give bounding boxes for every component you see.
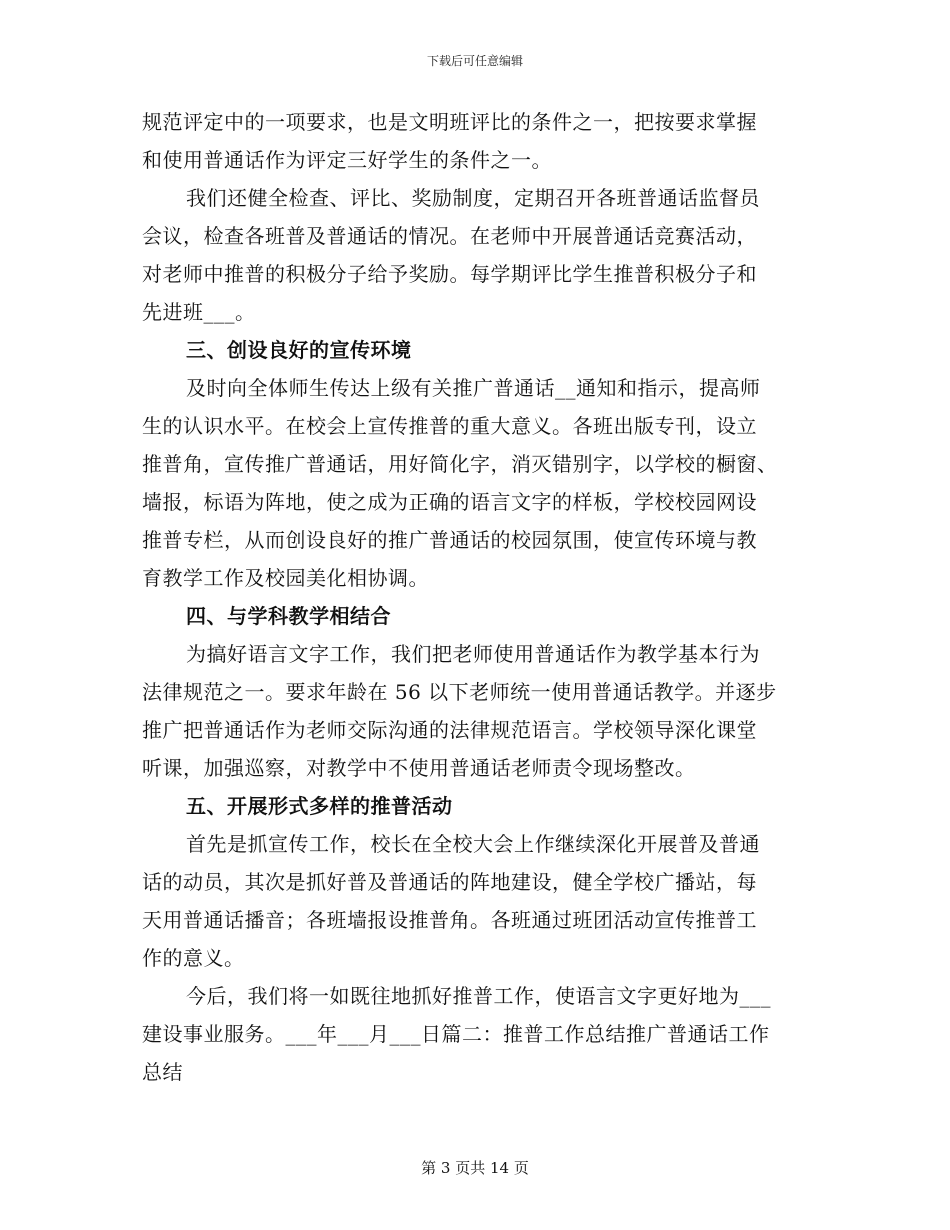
text-line: 及时向全体师生传达上级有关推广普通话__通知和指示，提高师 — [186, 376, 761, 400]
text-line: 总结 — [142, 1060, 183, 1084]
text-line: 会议，检查各班普及普通话的情况。在老师中开展普通话竞赛活动， — [142, 224, 757, 248]
text-line: 生的认识水平。在校会上宣传推普的重大意义。各班出版专刊，设立 — [142, 414, 757, 438]
section-heading: 五、开展形式多样的推普活动 — [186, 794, 453, 818]
text-line: 规范评定中的一项要求，也是文明班评比的条件之一，把按要求掌握 — [142, 110, 757, 134]
text-line: 听课，加强巡察，对教学中不使用普通话老师责令现场整改。 — [142, 756, 696, 780]
text-line: 为搞好语言文字工作，我们把老师使用普通话作为教学基本行为 — [186, 642, 760, 666]
text-line: 建设事业服务。___年___月___日篇二：推普工作总结推广普通话工作 — [142, 1022, 770, 1046]
text-line: 和使用普通话作为评定三好学生的条件之一。 — [142, 148, 552, 172]
text-line: 天用普通话播音；各班墙报设推普角。各班通过班团活动宣传推普工 — [142, 908, 757, 932]
section-heading: 四、与学科教学相结合 — [186, 604, 391, 628]
page-number: 第 3 页共 14 页 — [421, 1159, 529, 1177]
text-line: 墙报，标语为阵地，使之成为正确的语言文字的样板，学校校园网设 — [142, 490, 757, 514]
text-line: 对老师中推普的积极分子给予奖励。每学期评比学生推普积极分子和 — [142, 262, 757, 286]
text-line: 推普专栏，从而创设良好的推广普通话的校园氛围，使宣传环境与教 — [142, 528, 757, 552]
text-line: 首先是抓宣传工作，校长在全校大会上作继续深化开展普及普通 — [186, 832, 760, 856]
text-line: 我们还健全检查、评比、奖励制度，定期召开各班普通话监督员 — [186, 186, 760, 210]
section-heading: 三、创设良好的宣传环境 — [186, 338, 412, 362]
text-line: 今后，我们将一如既往地抓好推普工作，使语言文字更好地为___ — [186, 984, 771, 1008]
text-line: 作的意义。 — [142, 946, 245, 970]
document-body — [142, 103, 812, 1091]
text-line: 推广把普通话作为老师交际沟通的法律规范语言。学校领导深化课堂 — [142, 718, 757, 742]
text-line: 话的动员，其次是抓好普及普通话的阵地建设，健全学校广播站，每 — [142, 870, 757, 894]
text-line: 育教学工作及校园美化相协调。 — [142, 566, 429, 590]
page-header: 下载后可任意编辑 — [426, 54, 523, 68]
text-line: 法律规范之一。要求年龄在 56 以下老师统一使用普通话教学。并逐步 — [142, 680, 777, 704]
text-line: 先进班___。 — [142, 300, 256, 324]
text-line: 推普角，宣传推广普通话，用好简化字，消灭错别字，以学校的橱窗、 — [142, 452, 778, 476]
